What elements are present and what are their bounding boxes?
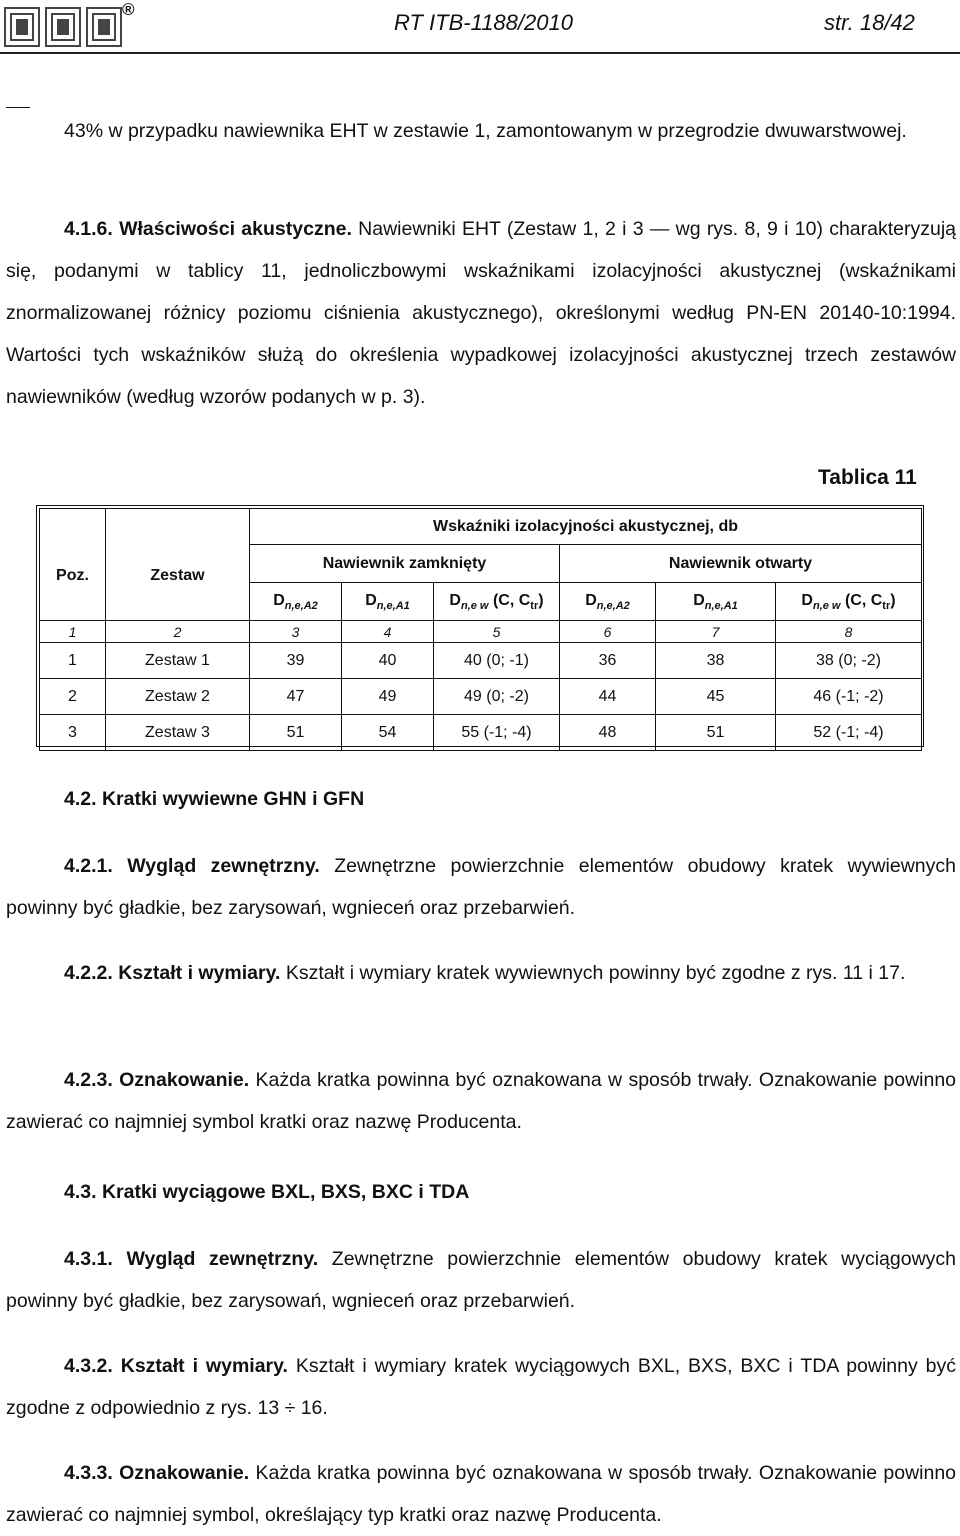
section-number: 4.3.1. (64, 1248, 113, 1270)
page-header (0, 0, 960, 54)
acoustic-table (36, 505, 924, 747)
section-4-2-2 (6, 952, 956, 994)
table-cell: 39 (250, 643, 342, 679)
table-cell: 40 (342, 643, 434, 679)
column-number: 8 (776, 621, 922, 643)
section-title: Wygląd zewnętrzny. (126, 1248, 319, 1270)
section-title: 4.2. Kratki wywiewne GHN i GFN (64, 788, 365, 810)
header-d-a2-closed: $D_{n,e,A2}$ (250, 583, 342, 621)
section-number: 4.2.1. (64, 855, 113, 877)
section-4-3-1 (6, 1238, 956, 1322)
section-body: Każda kratka powinna być oznakowana w sposób trwały. Oznakowanie powinno zawierać co najmniej symbol, określający typ kratki oraz nazwę Producenta. (6, 1462, 957, 1526)
bullet-paragraph (64, 110, 956, 152)
bullet-text: 43% w przypadku nawiewnika EHT w zestawie 1, zamontowanym w przegrodzie dwuwarstwowej. (64, 120, 907, 142)
section-4-2-heading (64, 778, 960, 820)
section-number: 4.3.3. (64, 1462, 113, 1484)
section-4-3-3 (6, 1452, 956, 1536)
table-cell: Zestaw 1 (106, 643, 250, 679)
section-title: Kształt i wymiary. (118, 962, 281, 984)
table-cell: 2 (40, 679, 106, 715)
header-d-w-closed: $D_{n,e w}$ (C, $C_{tr}$) (434, 583, 560, 621)
table-cell: 51 (656, 715, 776, 751)
table-cell: 51 (250, 715, 342, 751)
column-number: 3 (250, 621, 342, 643)
section-title: Właściwości akustyczne. (119, 218, 352, 240)
table-cell: 54 (342, 715, 434, 751)
section-number: 4.2.3. (64, 1069, 113, 1091)
section-number: 4.1.6. (64, 218, 113, 240)
table-cell: 47 (250, 679, 342, 715)
table-cell: 44 (560, 679, 656, 715)
column-number: 4 (342, 621, 434, 643)
header-poz: Poz. (40, 509, 106, 621)
column-number: 1 (40, 621, 106, 643)
section-4-1-6 (6, 208, 956, 418)
section-title: Oznakowanie. (119, 1069, 250, 1091)
header-d-w-open: $D_{n,e w}$ (C, $C_{tr}$) (776, 583, 922, 621)
table-cell: 48 (560, 715, 656, 751)
table-cell: 49 (0; -2) (434, 679, 560, 715)
table-row (40, 679, 922, 715)
section-body: Nawiewniki EHT (Zestaw 1, 2 i 3 — wg rys. 8, 9 i 10) charakteryzują się, podanymi w tablicy 11, jednoliczbowymi wskaźnikami izolacyjności akustycznej (wskaźnikami znormalizowanej różnicy poziomu ciśnienia akustycznego), określonymi według PN-EN 20140-10:1994. Wartości tych wskaźników służą do określenia wypadkowej izolacyjności akustycznej trzech zestawów nawiewników (według wzorów podanych w p. 3). (6, 218, 957, 408)
section-number: 4.2.2. (64, 962, 113, 984)
column-number: 6 (560, 621, 656, 643)
column-number: 7 (656, 621, 776, 643)
table-cell: 49 (342, 679, 434, 715)
section-body: Kształt i wymiary kratek wywiewnych powinny być zgodne z rys. 11 i 17. (285, 962, 906, 984)
table-cell: Zestaw 3 (106, 715, 250, 751)
section-4-2-1 (6, 845, 956, 929)
section-4-2-3 (6, 1059, 956, 1143)
document-id: RT ITB-1188/2010 (394, 10, 573, 35)
header-closed: Nawiewnik zamknięty (250, 545, 560, 583)
section-title: Wygląd zewnętrzny. (127, 855, 320, 877)
table-cell: 45 (656, 679, 776, 715)
page-number: str. 18/42 (824, 10, 915, 35)
header-d-a1-open: $D_{n,e,A1}$ (656, 583, 776, 621)
section-4-3-heading (64, 1171, 960, 1213)
header-rule (0, 52, 960, 54)
table-cell: 1 (40, 643, 106, 679)
section-number: 4.3.2. (64, 1355, 113, 1377)
header-open: Nawiewnik otwarty (560, 545, 922, 583)
table-cell: 55 (-1; -4) (434, 715, 560, 751)
table-cell: 36 (560, 643, 656, 679)
header-group: Wskaźniki izolacyjności akustycznej, db (250, 509, 922, 545)
table-row (40, 643, 922, 679)
table-cell: 52 (-1; -4) (776, 715, 922, 751)
header-d-a1-closed: $D_{n,e,A1}$ (342, 583, 434, 621)
header-zestaw: Zestaw (106, 509, 250, 621)
section-body: Kształt i wymiary kratek wyciągowych BXL, BXS, BXC i TDA powinny być zgodne z odpowiednio z rys. 13 ÷ 16. (6, 1355, 957, 1419)
section-body: Każda kratka powinna być oznakowana w sposób trwały. Oznakowanie powinno zawierać co najmniej symbol kratki oraz nazwę Producenta. (6, 1069, 957, 1133)
section-4-3-2 (6, 1345, 956, 1429)
section-body: Zewnętrzne powierzchnie elementów obudowy kratek wyciągowych powinny być gładkie, bez zarysowań, wgnieceń oraz przebarwień. (6, 1248, 956, 1312)
column-number-row (40, 621, 922, 643)
table-cell: 38 (0; -2) (776, 643, 922, 679)
column-number: 2 (106, 621, 250, 643)
section-body: Zewnętrzne powierzchnie elementów obudowy kratek wywiewnych powinny być gładkie, bez zarysowań, wgnieceń oraz przebarwień. (6, 855, 956, 919)
table-cell: Zestaw 2 (106, 679, 250, 715)
column-number: 5 (434, 621, 560, 643)
bullet-dash (6, 107, 30, 108)
table-cell: 46 (-1; -2) (776, 679, 922, 715)
table-cell: 40 (0; -1) (434, 643, 560, 679)
header-d-a2-open: $D_{n,e,A2}$ (560, 583, 656, 621)
table-cell: 38 (656, 643, 776, 679)
table-cell: 3 (40, 715, 106, 751)
table-caption: Tablica 11 (818, 466, 917, 489)
table-row (40, 715, 922, 751)
section-title: Kształt i wymiary. (120, 1355, 288, 1377)
section-title: Oznakowanie. (119, 1462, 250, 1484)
registered-mark: ® (122, 0, 135, 19)
section-title: 4.3. Kratki wyciągowe BXL, BXS, BXC i TDA (64, 1181, 470, 1203)
